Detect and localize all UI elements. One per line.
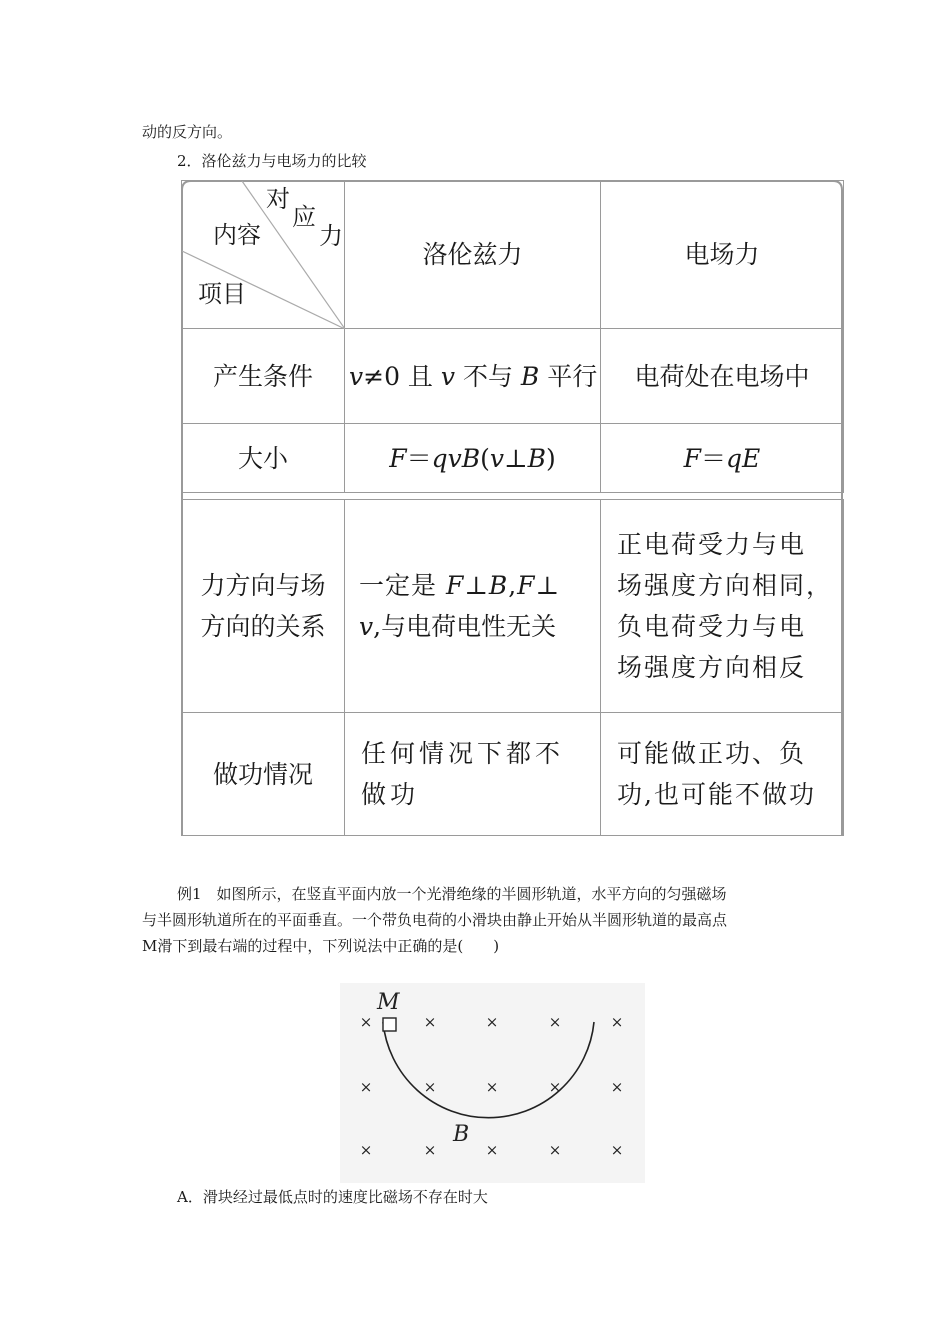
section-title: 2．洛伦兹力与电场力的比较	[177, 152, 367, 170]
field-cross-mark: ×	[485, 1078, 499, 1096]
field-cross-mark: ×	[548, 1141, 562, 1159]
table-break	[182, 493, 844, 500]
cell-electric-magnitude	[601, 424, 844, 493]
label-m: M	[377, 990, 400, 1015]
text-paren-open: (	[480, 443, 490, 473]
text-line: 负电荷受力与电	[617, 612, 807, 641]
row-label-direction	[182, 500, 345, 713]
text-perp: ⊥	[535, 571, 561, 600]
corner-middle-label: 内容	[213, 221, 261, 249]
field-cross-mark: ×	[485, 1013, 499, 1031]
math-b: B	[488, 571, 509, 600]
example-paragraph	[142, 881, 822, 959]
field-cross-mark: ×	[610, 1013, 624, 1031]
continuation-text: 动的反方向。	[142, 123, 233, 141]
text-mid: 不与	[455, 361, 521, 391]
text-line	[359, 606, 590, 647]
row-label-line: 方向的关系	[200, 612, 326, 641]
math-v: v	[359, 612, 374, 641]
text-equals: ＝	[701, 443, 727, 473]
row-label-magnitude: 大小	[182, 424, 345, 493]
text-tail: 平行	[539, 361, 598, 391]
table-header-row	[182, 181, 844, 329]
math-v: v	[440, 361, 455, 391]
math-qe: qE	[726, 443, 761, 473]
field-cross-mark: ×	[423, 1078, 437, 1096]
field-cross-mark: ×	[610, 1141, 624, 1159]
field-cross-mark: ×	[485, 1141, 499, 1159]
example-line-1: 例1 如图所示，在竖直平面内放一个光滑绝缘的半圆形轨道，水平方向的匀强磁场	[177, 885, 727, 903]
text-perp: ⊥	[504, 443, 528, 473]
math-b: B	[520, 361, 540, 391]
comparison-table	[181, 180, 844, 836]
math-v: v	[349, 361, 364, 391]
row-work	[182, 713, 844, 836]
text-line: 做功	[361, 780, 420, 809]
example-line-3: M滑下到最右端的过程中，下列说法中正确的是( )	[142, 937, 500, 955]
row-direction	[182, 500, 844, 713]
math-f: F	[517, 571, 536, 600]
row-label-work: 做功情况	[182, 713, 345, 836]
text-line: 场强度方向相反	[617, 653, 807, 682]
text-perp: ⊥	[464, 571, 489, 600]
text-line: 正电荷受力与电	[617, 530, 807, 559]
field-cross-mark: ×	[423, 1141, 437, 1159]
field-cross-mark: ×	[359, 1013, 373, 1031]
label-b: B	[453, 1122, 470, 1147]
row-magnitude	[182, 424, 844, 493]
cell-lorentz-magnitude	[345, 424, 601, 493]
semicircle-track-figure	[340, 983, 645, 1183]
text-tail: ,与电荷电性无关	[373, 612, 557, 641]
field-cross-mark: ×	[359, 1141, 373, 1159]
comparison-table-wrapper	[181, 180, 843, 836]
corner-top-char-1: 对	[266, 185, 290, 213]
diagonal-header-cell	[182, 181, 345, 329]
cell-electric-direction	[601, 500, 844, 713]
text-line: 可能做正功、负	[617, 739, 807, 768]
table-break-row	[182, 493, 844, 500]
math-f: F	[389, 443, 407, 473]
figure-svg	[340, 983, 645, 1183]
math-qvb: qvB	[431, 443, 481, 473]
text-neq: ≠0 且	[363, 361, 441, 391]
corner-top-char-2: 应	[292, 203, 316, 231]
cell-electric-work	[601, 713, 844, 836]
cell-electric-condition: 电荷处在电场中	[601, 329, 844, 424]
col-header-electric: 电场力	[601, 181, 844, 329]
cell-lorentz-condition	[345, 329, 601, 424]
row-label-line: 力方向与场	[200, 571, 326, 600]
col-header-lorentz: 洛伦兹力	[345, 181, 601, 329]
text-pre: 一定是	[359, 571, 446, 600]
field-cross-mark: ×	[548, 1013, 562, 1031]
field-cross-mark: ×	[610, 1078, 624, 1096]
text-line	[359, 565, 590, 606]
text-line: 功,也可能不做功	[617, 780, 816, 809]
math-v: v	[489, 443, 505, 473]
text-comma: ,	[508, 571, 518, 600]
row-label-condition: 产生条件	[182, 329, 345, 424]
field-cross-mark: ×	[548, 1078, 562, 1096]
example-line-2: 与半圆形轨道所在的平面垂直。一个带负电荷的小滑块由静止开始从半圆形轨道的最高点	[142, 911, 728, 929]
cell-lorentz-direction	[345, 500, 601, 713]
math-b: B	[527, 443, 546, 473]
corner-bottom-label: 项目	[198, 280, 246, 308]
slider-block	[383, 1018, 396, 1031]
text-paren-close: )	[545, 443, 556, 473]
text-equals: ＝	[406, 443, 432, 473]
text-line: 场强度方向相同，	[617, 571, 834, 600]
field-cross-mark: ×	[423, 1013, 437, 1031]
cell-lorentz-work	[345, 713, 601, 836]
field-cross-mark: ×	[359, 1078, 373, 1096]
option-a: A．滑块经过最低点时的速度比磁场不存在时大	[177, 1188, 488, 1206]
text-line: 任何情况下都不	[361, 739, 565, 768]
row-condition	[182, 329, 844, 424]
math-f: F	[445, 571, 465, 600]
math-f: F	[683, 443, 702, 473]
corner-top-char-3: 力	[319, 222, 343, 250]
